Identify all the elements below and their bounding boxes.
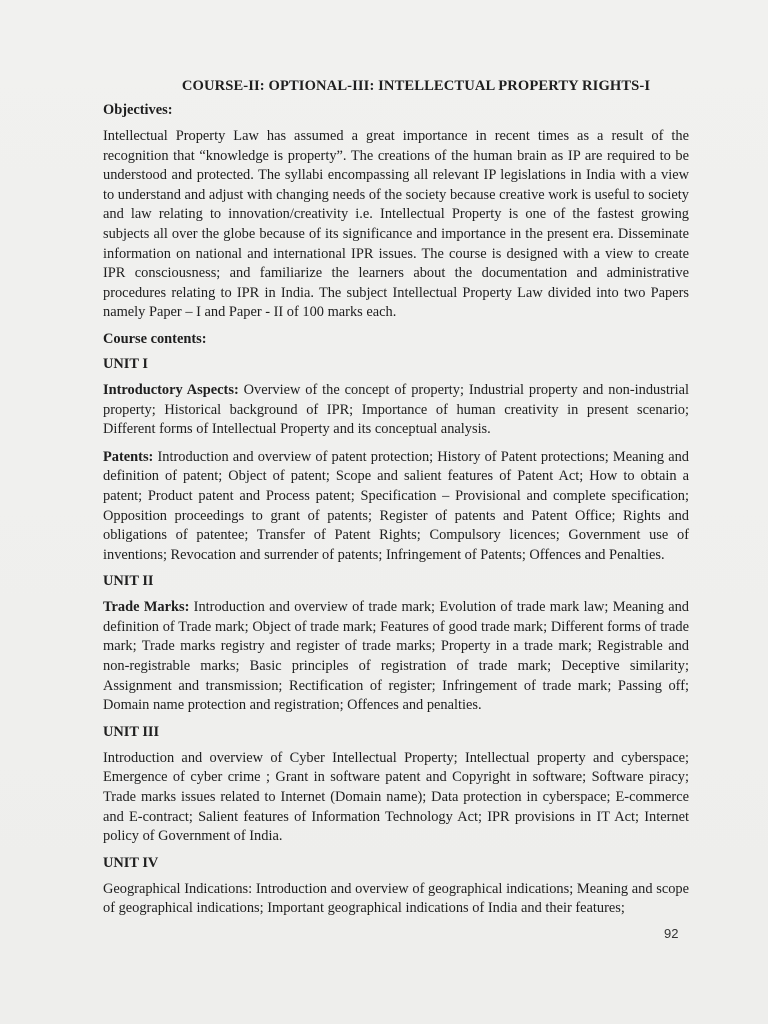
course-title: COURSE-II: OPTIONAL-III: INTELLECTUAL PROPERTY RIGHTS-I bbox=[181, 78, 651, 94]
introductory-aspects-term: Introductory Aspects: bbox=[103, 381, 239, 398]
page-content bbox=[103, 78, 689, 927]
patents-term: Patents: bbox=[103, 448, 154, 465]
introductory-aspects-paragraph bbox=[103, 381, 689, 440]
cyber-ip-paragraph: Introduction and overview of Cyber Intellectual Property; Intellectual property and cyberspace; Emergence of cyber crime ; Grant in software patent and Copyright in software; Software piracy; Trade marks issues related to Internet (Domain name); Data protection in cyberspace; E-commerce and E-contract; Salient features of Information Technology Act; IPR provisions in IT Act; Internet policy of Government of India. bbox=[103, 749, 689, 845]
unit-3-label: UNIT III bbox=[103, 723, 160, 740]
unit-2-label: UNIT II bbox=[103, 573, 154, 590]
trade-marks-paragraph bbox=[103, 598, 689, 716]
unit-1-label: UNIT I bbox=[103, 355, 148, 372]
patents-paragraph bbox=[103, 448, 689, 566]
objectives-heading: Objectives: bbox=[103, 102, 173, 118]
geographical-indications-paragraph: Geographical Indications: Introduction and overview of geographical indications; Meaning and scope of geographical indications; Important geographical indications of India and their features; bbox=[103, 880, 689, 917]
trade-marks-term: Trade Marks: bbox=[103, 599, 190, 616]
patents-text: Introduction and overview of patent protection; History of Patent protections; Meaning and definition of patent; Object of patent; Scope and salient features of Patent Act; How to obtain a patent; Product patent and Process patent; Specification – Provisional and complete specification; Opposition proceedings to grant of patents; Register of patents and Patent Office; Rights and obligations of patentee; Transfer of Patent Rights; Compulsory licences; Government use of inventions; Revocation and surrender of patents; Infringement of Patents; Offences and Penalties. bbox=[103, 448, 689, 563]
objectives-paragraph: Intellectual Property Law has assumed a great importance in recent times as a result of the recognition that “knowledge is property”. The creations of the human brain as IP are required to be understood and protected. The syllabi encompassing all relevant IP legislations in India with a view to understand and adjust with changing needs of the society because creative work is useful to society and law relating to innovation/creativity i.e. Intellectual Property is one of the fastest growing subjects all over the globe because of its significance and importance in the present era. Disseminate information on national and international IPR issues. The course is designed with a view to create IPR consciousness; and familiarize the learners about the documentation and administrative procedures relating to IPR in India. The subject Intellectual Property Law divided into two Papers namely Paper – I and Paper - II of 100 marks each. bbox=[103, 128, 689, 321]
course-contents-heading: Course contents: bbox=[103, 330, 207, 347]
page-number: 92 bbox=[664, 926, 679, 941]
trade-marks-text: Introduction and overview of trade mark; Evolution of trade mark law; Meaning and definition of Trade mark; Object of trade mark; Features of good trade mark; Different forms of trade mark; Trade marks registry and register of trade marks; Property in a trade mark; Registrable and non-registrable marks; Basic principles of registration of trade mark; Deceptive similarity; Assignment and transmission; Rectification of register; Infringement of trade mark; Passing off; Domain name protection and registration; Offences and penalties. bbox=[103, 599, 689, 714]
introductory-aspects-text: Overview of the concept of property; Industrial property and non-industrial property; Historical background of IPR; Importance of human creativity in present scenario; Different forms of Intellectual Property and its conceptual analysis. bbox=[103, 381, 689, 438]
unit-4-label: UNIT IV bbox=[103, 854, 159, 871]
